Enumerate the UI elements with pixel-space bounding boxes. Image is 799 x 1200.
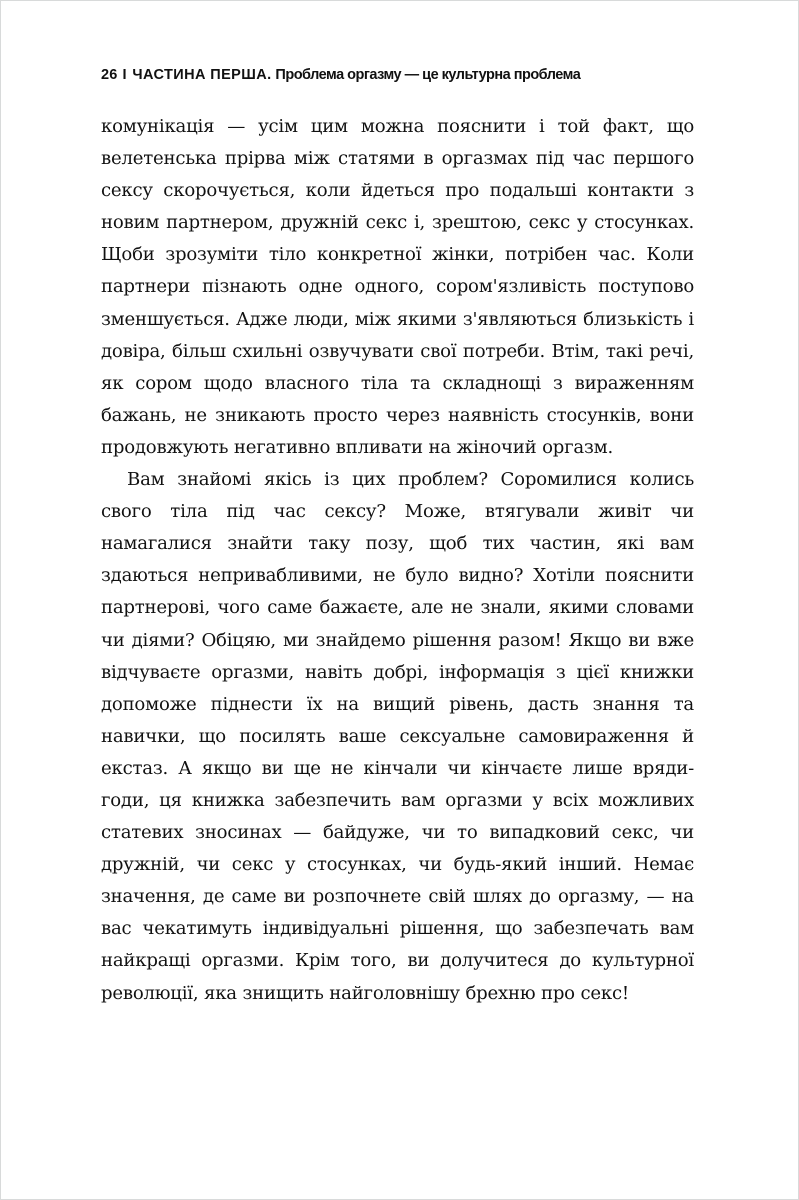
body-text: [101, 111, 694, 1010]
part-title: ЧАСТИНА ПЕРША.: [132, 67, 272, 83]
chapter-title: Проблема оргазму — це культурна проблема: [275, 67, 581, 83]
paragraph-1: комунікація — усім цим можна пояснити і той факт, що велетенська прірва між статями в оргазмах під час першого сексу скорочується, коли йдеться про подальші контакти з новим партнером, дружній секс і, зрештою, секс у стосунках. Щоби зрозуміти тіло конкретної жінки, потрібен час. Коли партнери пізнають одне одного, сором'язливість поступово зменшується. Адже люди, між якими з'являються близькість і довіра, більш схильні озвучувати свої потреби. Втім, такі речі, як сором щодо власного тіла та складнощі з вираженням бажань, не зникають просто через наявність стосунків, вони продовжують негативно впливати на жіночий оргазм.: [101, 116, 694, 458]
running-head: [101, 67, 693, 83]
page-number: 26: [101, 67, 118, 83]
paragraph-2: Вам знайомі якісь із цих проблем? Соромилися колись свого тіла під час сексу? Може, втягували живіт чи намагалися знайти таку позу, щоб тих частин, які вам здаються непривабливими, не було видно? Хотіли пояснити партнерові, чого саме бажаєте, але не знали, якими словами чи діями? Обіцяю, ми знайдемо рішення разом! Якщо ви вже відчуваєте оргазми, навіть добрі, інформація з цієї книжки допоможе піднести їх на вищий рівень, дасть знання та навички, що посилять ваше сексуальне самовираження й екстаз. А якщо ви ще не кінчали чи кінчаєте лише вряди-годи, ця книжка забезпечить вам оргазми у всіх можливих статевих зносинах — байдуже, чи то випадковий секс, чи дружній, чи секс у стосунках, чи будь-який інший. Немає значення, де саме ви розпочнете свій шлях до оргазму, — на вас чекатимуть індивідуальні рішення, що забезпечать вам найкращі оргазми. Крім того, ви долучитеся до культурної революції, яка знищить найголовнішу брехню про секс!: [101, 469, 694, 1004]
running-head-separator: I: [122, 67, 127, 83]
